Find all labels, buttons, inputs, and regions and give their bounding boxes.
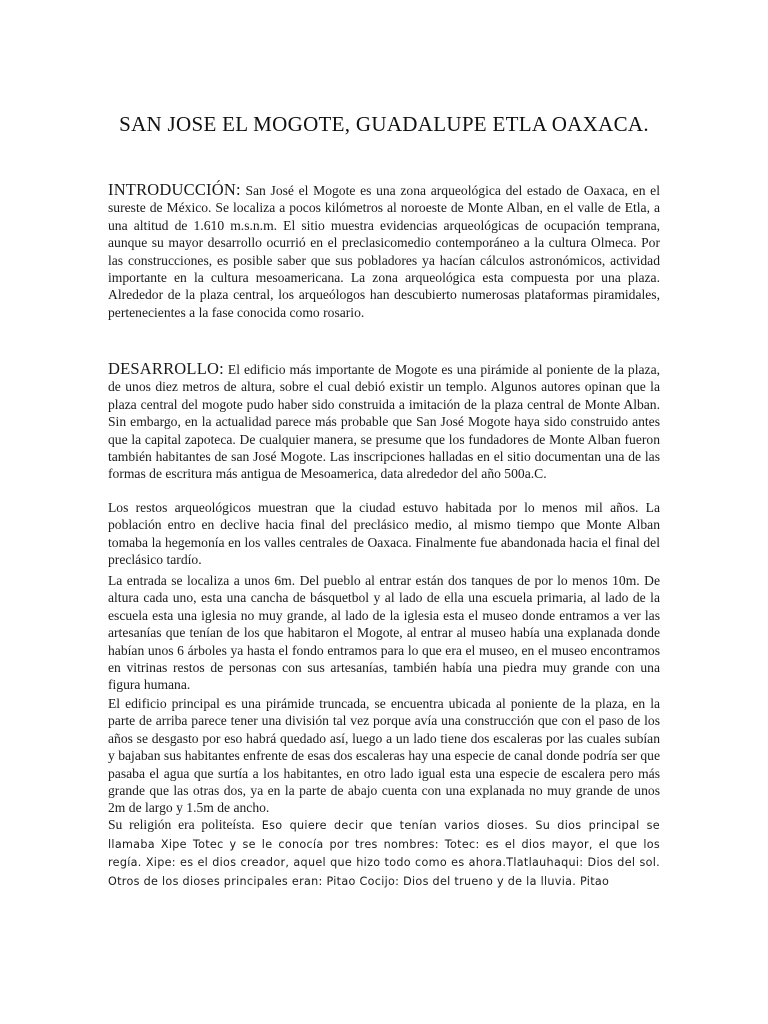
edificio-paragraph xyxy=(108,695,660,817)
religion-paragraph xyxy=(108,816,660,890)
restos-paragraph xyxy=(108,499,660,569)
religion-small-text: Eso quiere decir que tenían varios dioses. Su dios principal se llamaba Xipe Totec y se le conocía por tres nombres: Totec: es el dios mayor, el que los regía. xyxy=(108,819,660,870)
religion-rest-text: Xipe: es el dios creador, aquel que hizo todo como es ahora.Tlatlauhaqui: Dios del sol. Otros de los dioses principales eran: Pitao Cocijo: Dios del trueno y de la lluvia. Pitao xyxy=(108,856,660,888)
desarrollo-heading: DESARROLLO: xyxy=(108,359,224,378)
entrada-text: La entrada se localiza a unos 6m. Del pueblo al entrar están dos tanques de por lo menos 10m. De altura cada uno, esta una cancha de básquetbol y al lado de ella una escuela primaria, al lado de la escuela esta una iglesia no muy grande, al lado de la iglesia esta el museo donde entramos a ver las artesanías que tenían de los que habitaron el Mogote, al entrar al museo había una explanada donde habían unos 6 árboles ya hasta el fondo entramos para lo que era el museo, en el museo encontramos en vitrinas restos de personas con sus artesanías, también había una piedra muy grande con una figura humana. xyxy=(108,573,660,693)
introduccion-heading: INTRODUCCIÓN: xyxy=(108,180,241,199)
edificio-text: El edificio principal es una pirámide truncada, se encuentra ubicada al poniente de la plaza, en la parte de arriba parece tener una división tal vez porque avía una construcción que con el paso de los años se desgasto por eso habrá quedado así, luego a un lado tiene dos escaleras por las cuales subían y bajaban sus habitantes enfrente de esas dos escaleras hay una especie de canal donde podría ser que pasaba el agua que surtía a los habitantes, en otro lado igual esta una especie de escalera pero más grande que las otras dos, ya en la parte de abajo cuenta con una explanada no muy grande de unos 2m de largo y 1.5m de ancho. xyxy=(108,696,660,816)
restos-text: Los restos arqueológicos muestran que la ciudad estuvo habitada por lo menos mil años. La población entro en declive hacia final del preclásico medio, al mismo tiempo que Monte Alban tomaba la hegemonía en los valles centrales de Oaxaca. Finalmente fue abandonada hacia el final del preclásico tardío. xyxy=(108,500,660,568)
introduccion-paragraph xyxy=(108,181,660,321)
religion-text xyxy=(108,816,660,890)
introduccion-text: San José el Mogote es una zona arqueológica del estado de Oaxaca, en el sureste de México. Se localiza a pocos kilómetros al noroeste de Monte Alban, en el valle de Etla, a una altitud de 1.610 m.s.n.m. El sitio muestra evidencias arqueológicas de ocupación temprana, aunque su mayor desarrollo ocurrió en el preclasicomedio contemporáneo a la cultura Olmeca. Por las construcciones, es posible saber que sus pobladores ya hacían cálculos astronómicos, actividad importante en la cultura mesoamericana. La zona arqueológica esta compuesta por una plaza. Alrededor de la plaza central, los arqueólogos han descubierto numerosas plataformas piramidales, pertenecientes a la fase conocida como rosario. xyxy=(108,183,660,320)
introduccion-section xyxy=(108,181,660,321)
religion-lead: Su religión era politeísta. xyxy=(108,817,255,832)
desarrollo-paragraph xyxy=(108,360,660,483)
desarrollo-section xyxy=(108,360,660,483)
page-title: SAN JOSE EL MOGOTE, GUADALUPE ETLA OAXACA. xyxy=(119,112,649,136)
desarrollo-text: El edificio más importante de Mogote es una pirámide al poniente de la plaza, de unos diez metros de altura, sobre el cual debió existir un templo. Algunos autores opinan que la plaza central del mogote pudo haber sido construida a imitación de la plaza central de Monte Alban. Sin embargo, en la actualidad parece más probable que San José Mogote haya sido construido antes que la capital zapoteca. De cualquier manera, se presume que los fundadores de Monte Alban fueron también habitantes de san José Mogote. Las inscripciones halladas en el sitio documentan una de las formas de escritura más antigua de Mesoamerica, data alrededor del año 500a.C. xyxy=(108,362,661,482)
entrada-paragraph xyxy=(108,572,660,694)
